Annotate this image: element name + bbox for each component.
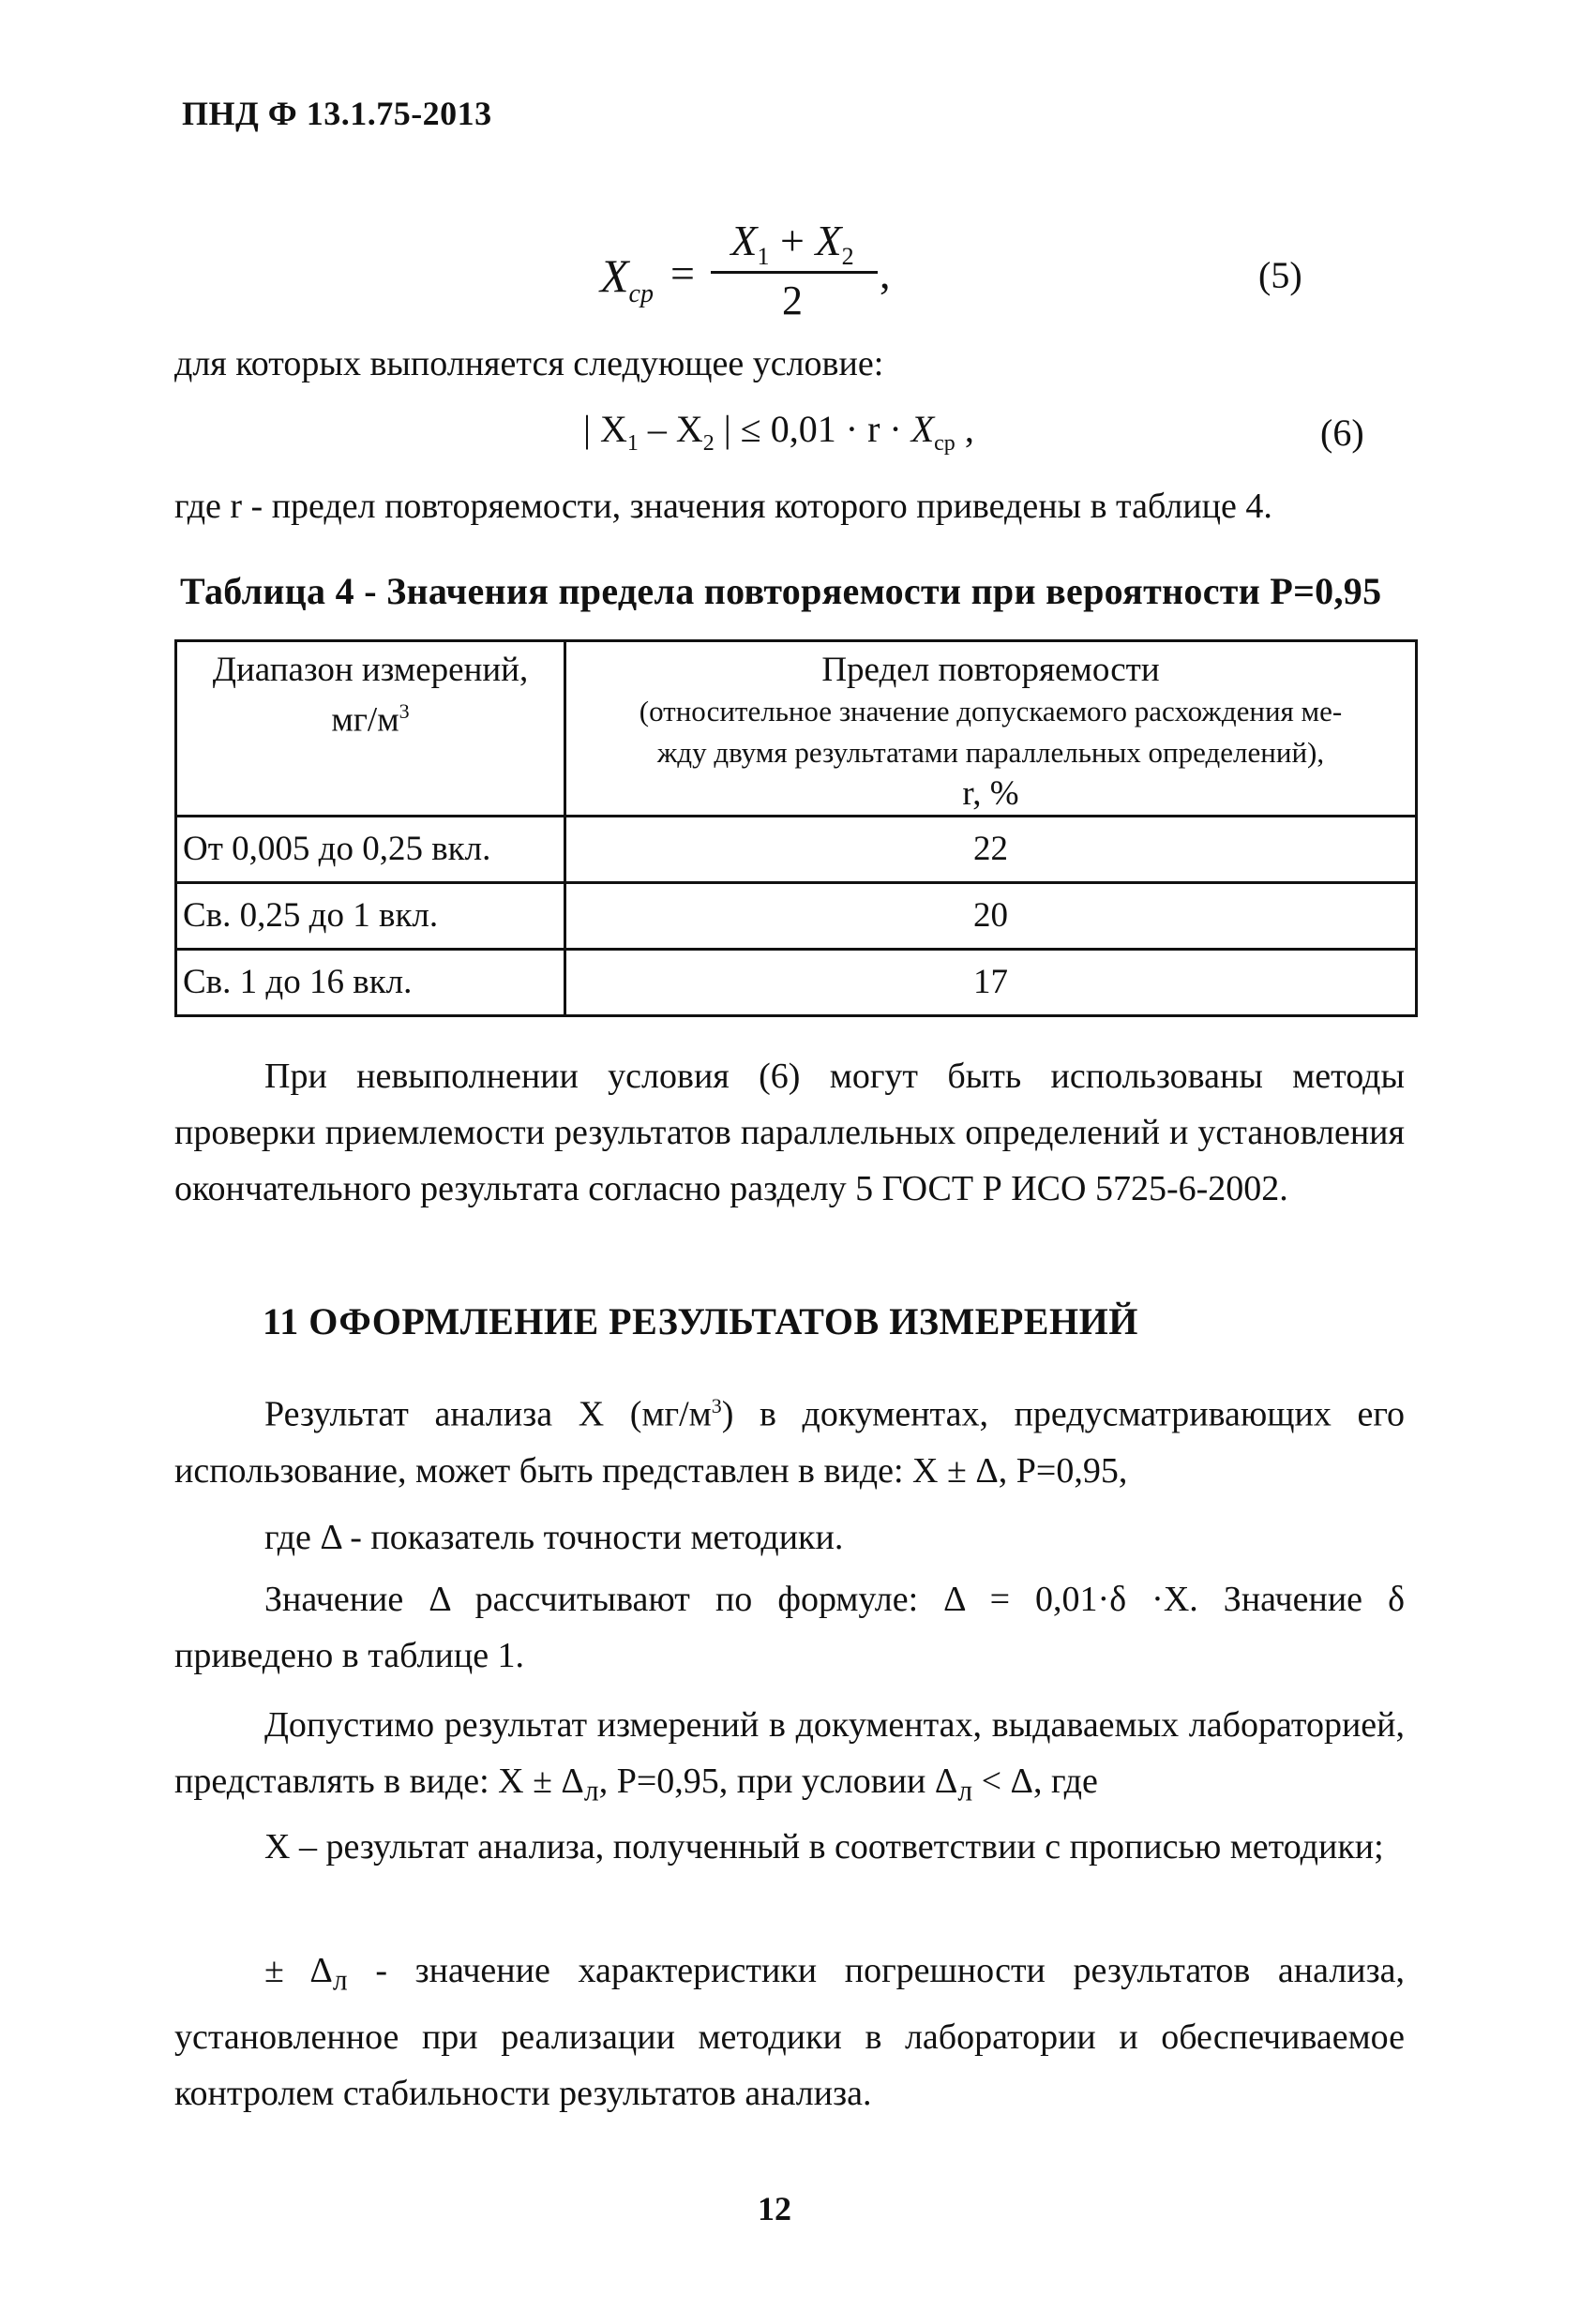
condition-line: для которых выполняется следующее условие: [174,344,884,383]
paragraph-delta-formula: Значение Δ рассчитывают по формуле: Δ = 0,01·δ ·X. Значение δ приведено в таблице 1. [174,1580,1405,1675]
value-cell: 20 [565,883,1417,950]
formula-equals: = [670,249,695,297]
table-row [176,883,1417,950]
paragraph-x-definition: X – результат анализа, полученный в соответствии с прописью методики; [264,1827,1384,1867]
value-cell: 17 [565,950,1417,1016]
formula-numerator: $X_1 + X_2$ [730,217,854,271]
range-cell: От 0,005 до 0,25 вкл. [176,817,565,883]
paragraph-acceptability: При невыполнении условия (6) могут быть использованы методы проверки приемлемости результатов параллельных определений и установления окончательного результата согласно разделу 5 ГОСТ Р ИСО 5725-6-2002. [174,1057,1405,1208]
paragraph-lab-result: Допустимо результат измерений в документах, выдаваемых лабораторией, представлять в виде: $X \pm \Delta_л$, P=0,95, при условии $\Delta_л < \Delta$, где [174,1705,1405,1807]
formula-comma: , [880,249,891,297]
equation-number-5: (5) [1258,254,1302,296]
header-repeatability-limit: Предел повторяемости (относительное значение допускаемого расхождения ме- жду двумя результатами параллельных определений), r, % [565,641,1417,817]
table-caption: Таблица 4 - Значения предела повторяемости при вероятности P=0,95 [180,570,1382,612]
page-number: 12 [758,2190,791,2227]
document-code: ПНД Ф 13.1.75-2013 [182,95,492,132]
formula-lhs: $X_{ср}$ [600,249,654,308]
formula-6: | $X_1 - X_2$ | ≤ $0,01 \cdot r \cdot X_{ср}$ , [583,408,974,456]
repeatability-table [174,639,1418,1017]
table-header-row [176,641,1417,817]
range-cell: Св. 0,25 до 1 вкл. [176,883,565,950]
paragraph-result-format: Результат анализа X $(мг/м^3)$ в документах, предусматривающих его использование, может быть представлен в виде: X ± Δ, P=0,95, [174,1394,1405,1491]
table-row [176,817,1417,883]
formula-denominator: 2 [782,277,803,323]
value-cell: 22 [565,817,1417,883]
section-heading: 11 ОФОРМЛЕНИЕ РЕЗУЛЬТАТОВ ИЗМЕРЕНИЙ [263,1300,1138,1342]
header-range: Диапазон измерений, $мг/м^3$ [176,641,565,817]
fraction-bar [711,271,878,274]
table-row [176,950,1417,1016]
paragraph-delta-l-definition: ± $\Delta_л$ - значение характеристики погрешности результатов анализа, установленное при реализации методики в лаборатории и обеспечиваемое контролем стабильности результатов анализа. [174,1951,1406,2113]
formula-5 [600,211,994,323]
repeatability-definition: где r - предел повторяемости, значения которого приведены в таблице 4. [174,487,1272,526]
equation-number-6: (6) [1320,412,1364,454]
range-cell: Св. 1 до 16 вкл. [176,950,565,1016]
paragraph-delta-definition: где Δ - показатель точности методики. [264,1518,844,1557]
